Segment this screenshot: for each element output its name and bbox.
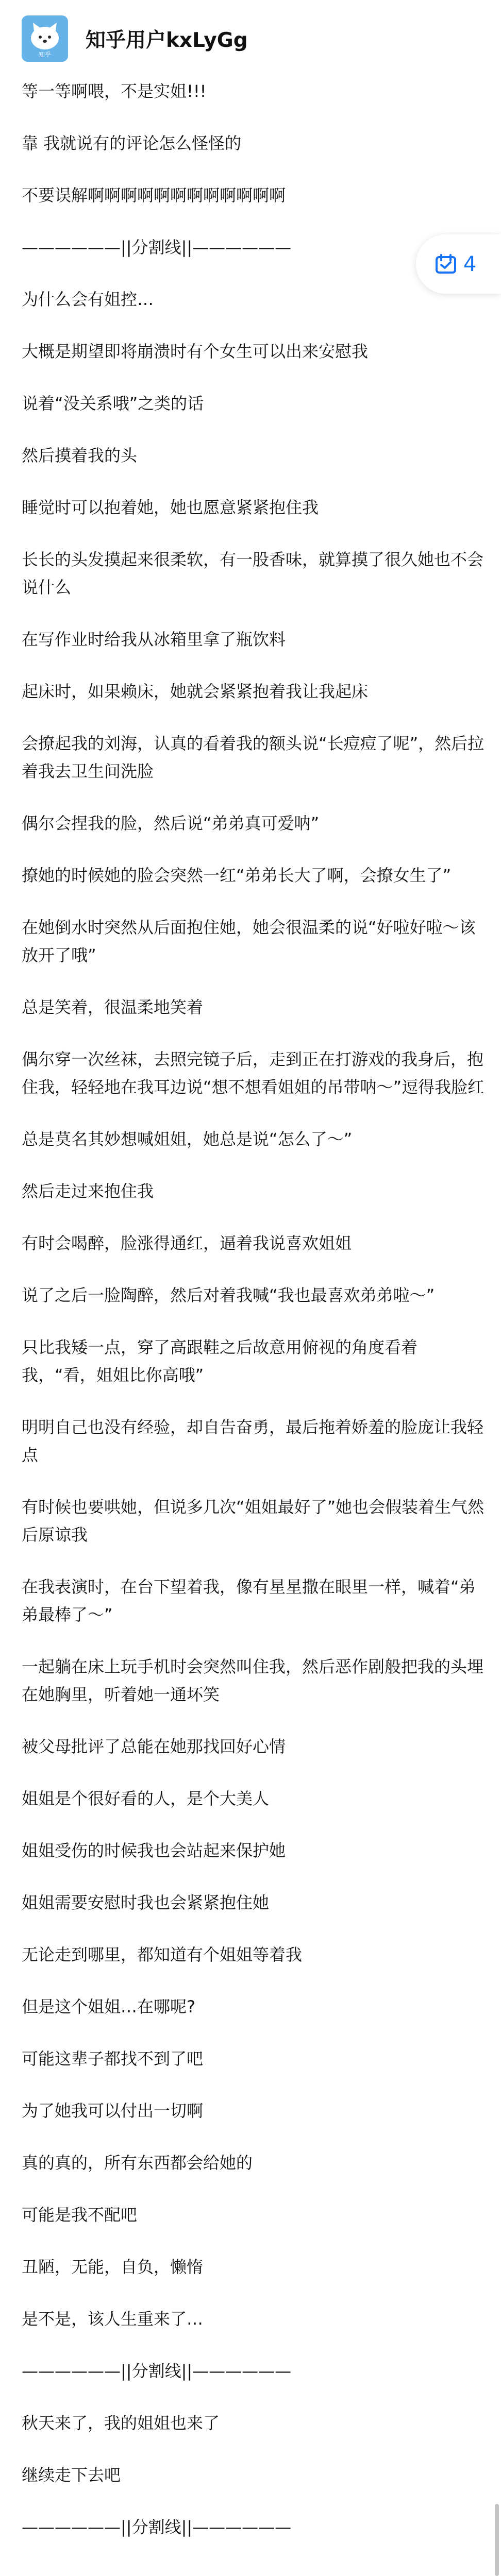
paragraph: 长长的头发摸起来很柔软，有一股香味，就算摸了很久她也不会说什么 [22,550,484,597]
paragraph: 无论走到哪里，都知道有个姐姐等着我 [22,1945,303,1964]
divider-line: ——————||分割线||—————— [22,238,292,257]
paragraph: 偶尔穿一次丝袜，去照完镜子后，走到正在打游戏的我身后，抱住我，轻轻地在我耳边说“想不想看姐姐的吊带呐～”逗得我脸红 [22,1049,485,1097]
paragraph: 姐姐需要安慰时我也会紧紧抱住她 [22,1893,270,1912]
paragraph: 只比我矮一点，穿了高跟鞋之后故意用俯视的角度看着我，“看，姐姐比你高哦” [22,1337,418,1385]
paragraph: 可能这辈子都找不到了吧 [22,2049,204,2069]
paragraph: 丑陋，无能，自负，懒惰 [22,2257,204,2277]
divider-line: ——————||分割线||—————— [22,2517,292,2537]
paragraph: 总是笑着，很温柔地笑着 [22,997,204,1017]
paragraph: 姐姐是个很好看的人，是个大美人 [22,1789,270,1808]
favorites-count: 4 [463,252,477,276]
paragraph: 撩她的时候她的脸会突然一红“弟弟长大了啊，会撩女生了” [22,866,452,885]
paragraph: 然后走过来抱住我 [22,1181,154,1201]
avatar-label: 知乎 [38,51,52,58]
divider-line: ——————||分割线||—————— [22,2361,292,2381]
paragraph: 继续走下去吧 [22,2465,121,2485]
paragraph: 说了之后一脸陶醉，然后对着我喊“我也最喜欢弟弟啦～” [22,1285,435,1305]
paragraph: 在她倒水时突然从后面抱住她，她会很温柔的说“好啦好啦～该放开了哦” [22,918,476,965]
paragraph: 睡觉时可以抱着她，她也愿意紧紧抱住我 [22,498,319,517]
paragraph: 在我表演时，在台下望着我，像有星星撒在眼里一样，喊着“弟弟最棒了～” [22,1577,476,1624]
paragraph: 说着“没关系哦”之类的话 [22,394,204,413]
author-name[interactable]: 知乎用户kxLyGg [86,29,248,52]
paragraph: 姐姐受伤的时候我也会站起来保护她 [22,1841,286,1860]
paragraph: 偶尔会捏我的脸，然后说“弟弟真可爱呐” [22,814,320,833]
paragraph: 秋天来了，我的姐姐也来了 [22,2413,220,2433]
paragraph: 然后摸着我的头 [22,446,138,465]
paragraph: 一起躺在床上玩手机时会突然叫住我，然后恶作剧般把我的头埋在她胸里，听着她一通坏笑 [22,1657,484,1704]
paragraph: 明明自己也没有经验，却自告奋勇，最后拖着娇羞的脸庞让我轻点 [22,1417,484,1465]
avatar-image [22,15,68,62]
paragraph: 有时候也要哄她，但说多几次“姐姐最好了”她也会假装着生气然后原谅我 [22,1497,485,1545]
paragraph: 为了她我可以付出一切啊 [22,2101,204,2121]
paragraph: 会撩起我的刘海，认真的看着我的额头说“长痘痘了呢”，然后拉着我去卫生间洗脸 [22,734,485,781]
paragraph: 大概是期望即将崩溃时有个女生可以出来安慰我 [22,342,369,361]
paragraph: 靠 我就说有的评论怎么怪怪的 [22,133,242,153]
paragraph: 等一等啊喂，不是实姐!!! [22,81,207,101]
paragraph: 起床时，如果赖床，她就会紧紧抱着我让我起床 [22,682,369,701]
paragraph: 为什么会有姐控… [22,290,154,309]
paragraph: 可能是我不配吧 [22,2205,138,2225]
paragraph: 有时会喝醉，脸涨得通红，逼着我说喜欢姐姐 [22,1233,352,1253]
paragraph: 总是莫名其妙想喊姐姐，她总是说“怎么了～” [22,1129,353,1149]
paragraph: 是不是，该人生重来了… [22,2309,204,2329]
paragraph: 不要误解啊啊啊啊啊啊啊啊啊啊啊啊 [22,185,286,205]
answer-content [22,77,486,2565]
avatar[interactable] [22,15,68,62]
answer-author-header [22,15,248,62]
paragraph: 真的真的，所有东西都会给她的 [22,2153,253,2173]
scrollbar-thumb[interactable] [495,2504,499,2576]
paragraph: 被父母批评了总能在她那找回好心情 [22,1737,286,1756]
paragraph: 但是这个姐姐…在哪呢? [22,1997,195,2016]
paragraph: 在写作业时给我从冰箱里拿了瓶饮料 [22,630,286,649]
